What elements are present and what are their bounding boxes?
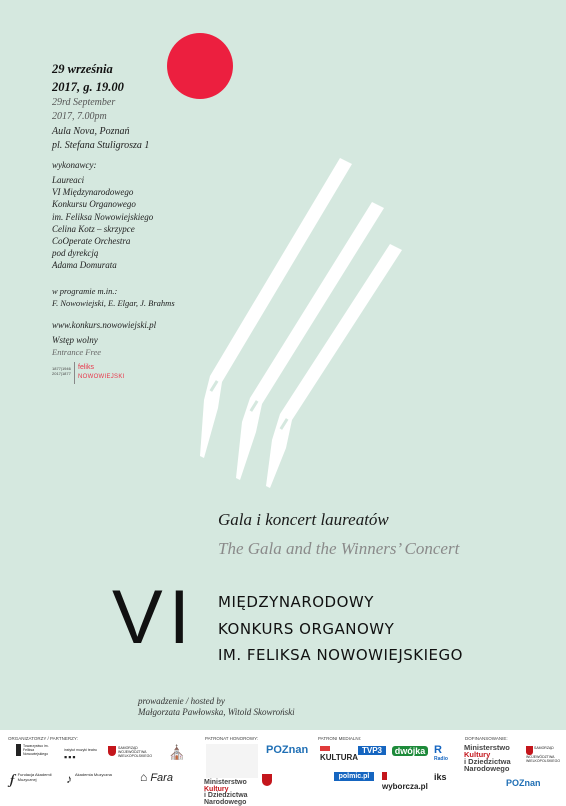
poznan-logo-2	[506, 778, 550, 788]
gala-title-en: The Gala and the Winners’ Concert	[218, 539, 459, 559]
program-label: w programie m.in.:	[52, 286, 117, 296]
performer-line: pod dyrekcją	[52, 247, 153, 259]
fara-logo	[140, 770, 184, 784]
logo-name-top: feliks	[78, 364, 94, 371]
radio-logo	[434, 744, 452, 762]
building-icon: ⌂	[140, 770, 147, 784]
date-en: 29rd September	[52, 96, 115, 110]
polmic-logo	[334, 772, 374, 781]
logo-year: 1946	[62, 366, 71, 371]
patronage-letters-logo	[206, 744, 258, 778]
media-label: PATRONI MEDIALNI:	[318, 736, 361, 741]
ministerstwo-line: Ministerstwo	[464, 744, 524, 751]
organizers-label: ORGANIZATORZY / PARTNERZY:	[8, 736, 78, 741]
ministerstwo-line: i Dziedzictwa	[204, 793, 264, 800]
ministerstwo-line: Kultury	[204, 787, 264, 794]
wielkopolska-name: SAMORZĄD WOJEWÓDZTWA WIELKOPOLSKIEGO	[526, 746, 560, 763]
coat-of-arms-icon	[526, 746, 533, 755]
website-link[interactable]: www.konkurs.nowowiejski.pl	[52, 320, 156, 330]
hosts-names: Małgorzata Pawłowska, Witold Skowroński	[138, 707, 295, 717]
dwojka-name: dwójka	[395, 746, 426, 756]
wyborcza-logo	[382, 772, 426, 791]
instytut-logo: instytut muzyki teatru ▪▪▪	[64, 748, 100, 762]
tvp-mark-icon	[320, 746, 330, 751]
competition-title-line-3: IM. FELIKSA NOWOWIEJSKIEGO	[218, 646, 463, 664]
towarzystwo-name: Towarzystwo im. Feliksa Nowowiejskiego	[23, 744, 49, 756]
event-date-pl	[52, 60, 124, 96]
violin-icon: ♪	[66, 772, 72, 786]
church-emblem-icon: ⛪	[166, 744, 188, 762]
sponsors-footer	[0, 730, 566, 800]
performers-list	[52, 174, 153, 272]
venue-name: Aula Nova, Poznań	[52, 125, 149, 139]
organ-pipe-1	[200, 158, 352, 458]
performer-line: VI Międzynarodowego	[52, 186, 153, 198]
performer-line: CoOperate Orchestra	[52, 235, 153, 247]
feliks-nowowiejski-anniversary-logo: 1877|1946 2017|1877 feliks NOWOWIEJSKI	[52, 362, 142, 390]
radio-mark-icon: R	[434, 744, 442, 756]
tvp3-name: TVP3	[362, 746, 382, 755]
ministerstwo-line: Narodowego	[204, 800, 264, 806]
fara-name: Fara	[150, 772, 173, 784]
akademia-name: Akademia Muzyczna	[75, 772, 112, 777]
patronage-label: PATRONAT HONOROWY:	[205, 736, 258, 741]
wielkopolska-logo-2	[526, 746, 562, 763]
performer-line: Laureaci	[52, 174, 153, 186]
ministerstwo-line: Ministerstwo	[204, 780, 264, 787]
wyborcza-name: wyborcza.pl	[382, 782, 428, 791]
ministerstwo-line: i Dziedzictwa	[464, 758, 524, 765]
ministerstwo-logo-1	[204, 780, 264, 806]
instytut-name: instytut muzyki teatru	[64, 748, 100, 752]
performer-line: im. Feliksa Nowowiejskiego	[52, 211, 153, 223]
performers-label: wykonawcy:	[52, 160, 96, 170]
venue	[52, 125, 149, 153]
logo-year: 1877	[62, 371, 71, 376]
performer-line: Adama Domurata	[52, 259, 153, 271]
dwojka-logo	[392, 746, 428, 756]
akademia-logo	[66, 772, 116, 786]
program-composers: F. Nowowiejski, E. Elgar, J. Brahms	[52, 298, 175, 308]
poznan-logo-1	[266, 744, 310, 756]
organ-pipe-2	[236, 202, 384, 480]
competition-title-line-1: MIĘDZYNARODOWY	[218, 593, 374, 611]
wielkopolska-logo	[108, 746, 158, 758]
logo-year: 1877	[52, 366, 61, 371]
event-date-en	[52, 96, 115, 124]
fundacja-name: Fundacja Akademii Muzycznej	[18, 772, 52, 782]
hosts-label: prowadzenie / hosted by	[138, 696, 225, 706]
kultura-logo	[320, 744, 354, 762]
tvp3-logo	[358, 746, 386, 755]
venue-address: pl. Stefana Stuligrosza 1	[52, 139, 149, 153]
red-sun-circle	[167, 33, 233, 99]
organ-pipes-illustration	[190, 150, 410, 490]
poznan-name: POZnan	[506, 778, 541, 788]
entry-en: Entrance Free	[52, 347, 101, 357]
logo-year: 2017	[52, 371, 61, 376]
ministerstwo-line: Kultury	[464, 751, 524, 758]
polmic-name: polmic.pl	[339, 773, 370, 780]
coat-of-arms-icon	[262, 774, 272, 786]
performer-line: Konkursu Organowego	[52, 198, 153, 210]
fundacja-logo	[10, 772, 60, 786]
iks-name: iks	[434, 772, 447, 782]
date-pl: 29 września	[52, 60, 124, 78]
wyborcza-mark-icon	[382, 772, 387, 780]
wielkopolska-name: SAMORZĄD WOJEWÓDZTWA WIELKOPOLSKIEGO	[118, 746, 152, 758]
radio-name: Radio	[434, 756, 448, 762]
coat-of-arms-icon	[108, 746, 116, 756]
performer-line: Celina Kotz – skrzypce	[52, 223, 153, 235]
f-clef-icon: 𝆑	[10, 772, 15, 786]
entry-pl: Wstęp wolny	[52, 335, 98, 345]
iks-logo	[434, 772, 452, 782]
ministerstwo-logo-2	[464, 744, 524, 772]
time-en: 2017, 7.00pm	[52, 110, 115, 124]
gala-title-pl: Gala i koncert laureatów	[218, 510, 389, 530]
funding-label: DOFINANSOWANIE:	[465, 736, 508, 741]
towarzystwo-logo	[16, 744, 52, 756]
competition-title-line-2: KONKURS ORGANOWY	[218, 620, 394, 638]
poznan-name: POZnan	[266, 744, 308, 756]
competition-numeral: VI	[112, 578, 196, 658]
kultura-name: KULTURA	[320, 753, 358, 762]
logo-name-bottom: NOWOWIEJSKI	[78, 374, 125, 380]
time-pl: 2017, g. 19.00	[52, 78, 124, 96]
ministerstwo-line: Narodowego	[464, 765, 524, 772]
